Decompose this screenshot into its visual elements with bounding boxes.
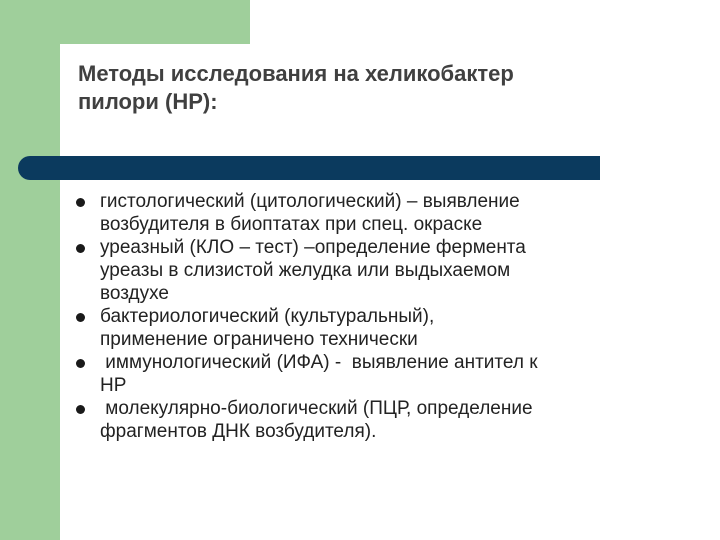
bullet-line: бактериологический (культуральный), bbox=[100, 306, 435, 327]
bullet-line: применение ограничено технически bbox=[100, 329, 418, 350]
bullet-dot-icon bbox=[76, 405, 85, 414]
bullet-dot-icon bbox=[76, 359, 85, 368]
bullet-histological bbox=[74, 190, 674, 236]
bullet-line: уреазный (КЛО – тест) –определение фермента bbox=[100, 237, 526, 258]
title-line-2: пилори (НР): bbox=[78, 89, 218, 114]
bullet-molecular bbox=[74, 397, 674, 443]
bullet-urease bbox=[74, 236, 674, 305]
bullet-immunological bbox=[74, 351, 674, 397]
title-divider-bar bbox=[18, 156, 600, 180]
bullet-line: НР bbox=[100, 375, 127, 396]
bullet-line: воздухе bbox=[100, 283, 169, 304]
bullet-line: возбудителя в биоптатах при спец. окраске bbox=[100, 214, 483, 235]
bullet-line: гистологический (цитологический) – выявление bbox=[100, 191, 520, 212]
bullet-line: уреазы в слизистой желудка или выдыхаемом bbox=[100, 260, 511, 281]
bullet-bacteriological bbox=[74, 305, 674, 351]
bullet-dot-icon bbox=[76, 244, 85, 253]
bullet-line: иммунологический (ИФА) - выявление антител к bbox=[100, 352, 538, 373]
bullet-line: фрагментов ДНК возбудителя). bbox=[100, 421, 377, 442]
bullet-dot-icon bbox=[76, 313, 85, 322]
bullet-dot-icon bbox=[76, 198, 85, 207]
methods-bullet-list bbox=[74, 190, 674, 443]
bullet-line: молекулярно-биологический (ПЦР, определение bbox=[100, 398, 533, 419]
title-line-1: Методы исследования на хеликобактер bbox=[78, 61, 514, 86]
slide-title bbox=[78, 60, 698, 116]
